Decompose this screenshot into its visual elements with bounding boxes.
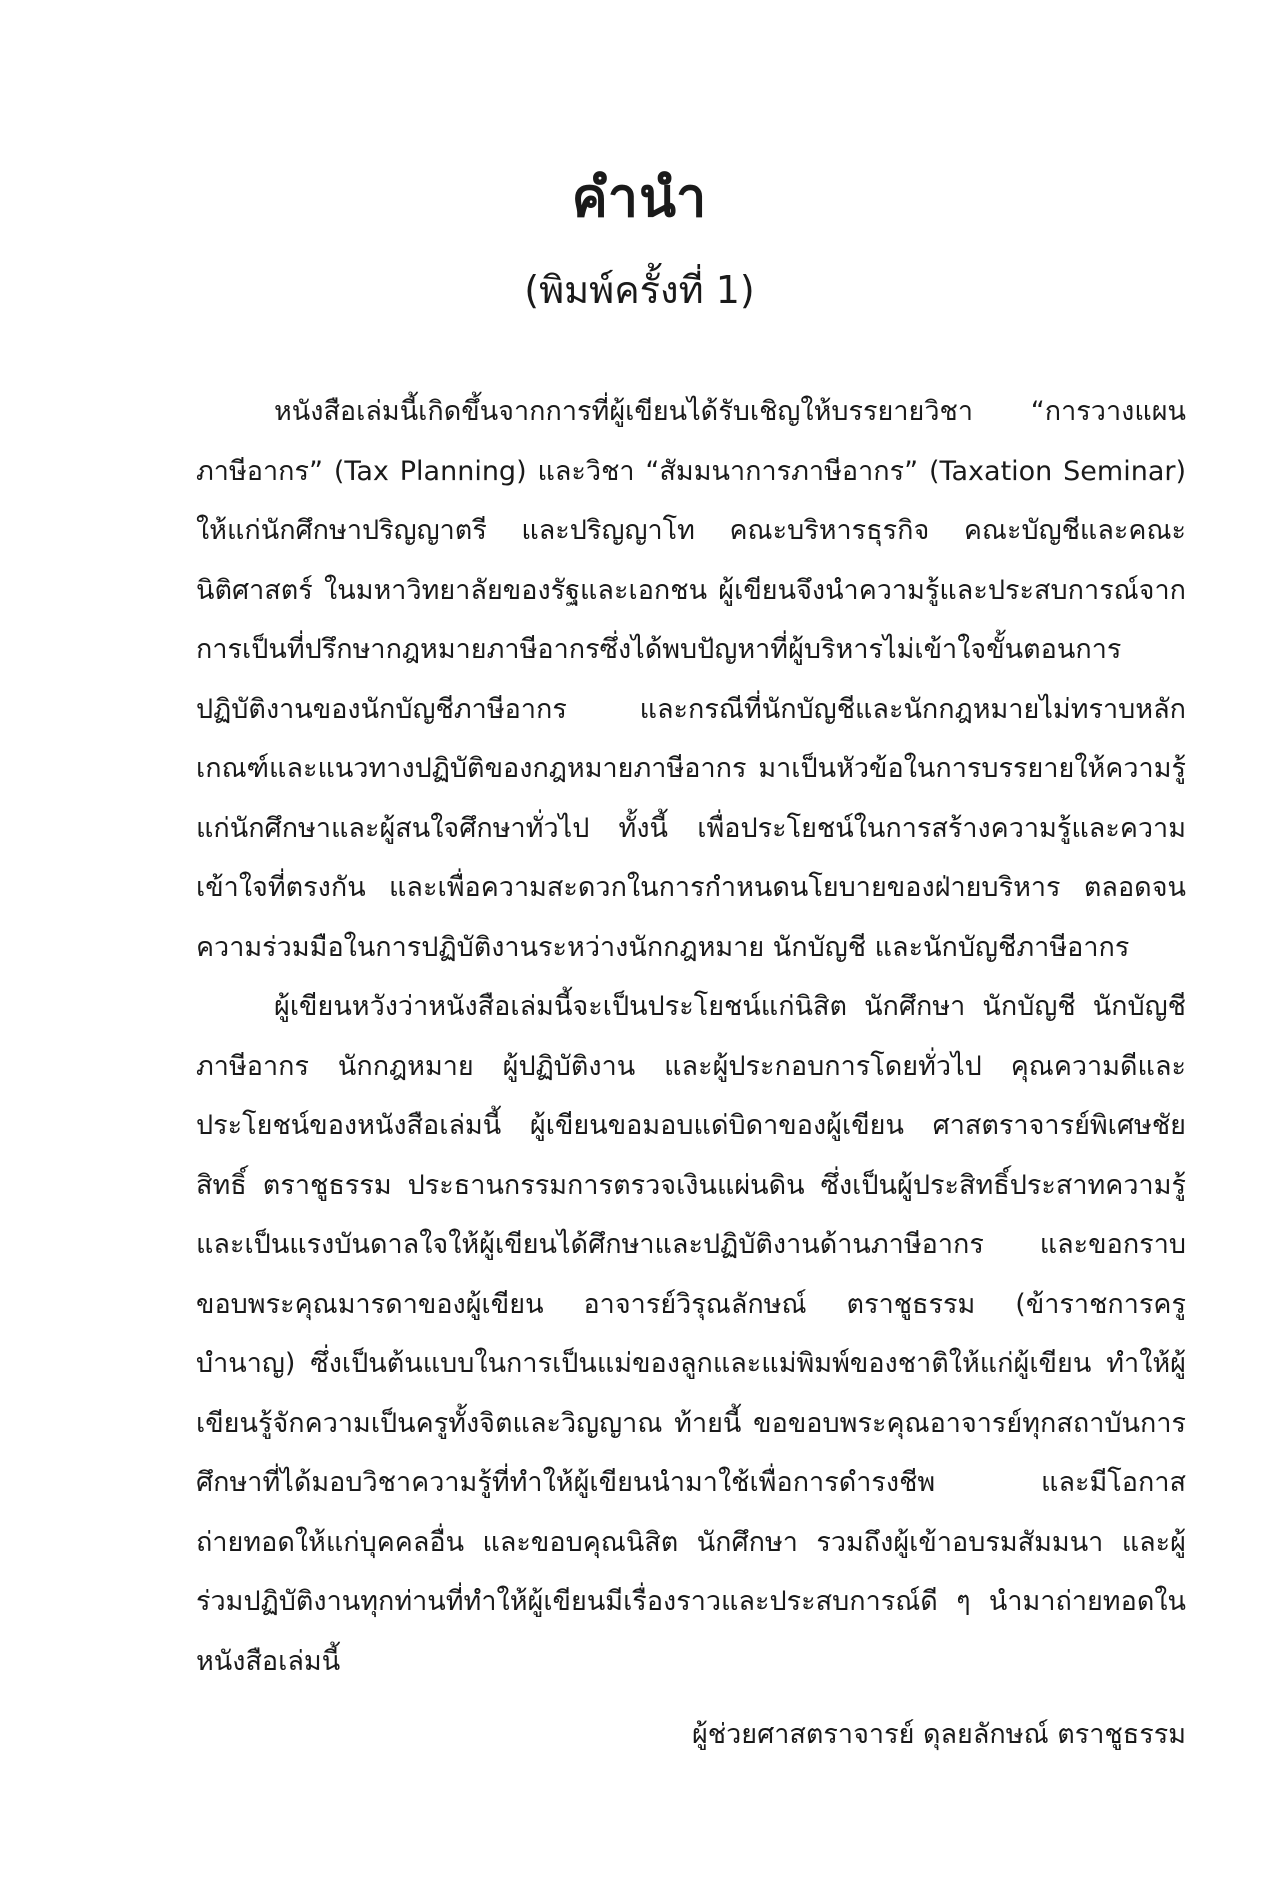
paragraph-1: หนังสือเล่มนี้เกิดขึ้นจากการที่ผู้เขียนได้รับเชิญให้บรรยายวิชา “การวางแผนภาษีอากร” (Tax Planning) และวิชา “สัมมนาการภาษีอากร” (Taxation Seminar) ให้แก่นักศึกษาปริญญาตรี และปริญญาโท คณะบริหารธุรกิจ คณะบัญชีและคณะนิติศาสตร์ ในมหาวิทยาลัยของรัฐและเอกชน ผู้เขียนจึงนำความรู้และประสบการณ์จากการเป็นที่ปรึกษากฎหมายภาษีอากรซึ่งได้พบปัญหาที่ผู้บริหารไม่เข้าใจขั้นตอนการปฏิบัติงานของนักบัญชีภาษีอากร และกรณีที่นักบัญชีและนักกฎหมายไม่ทราบหลักเกณฑ์และแนวทางปฏิบัติของกฎหมายภาษีอากร มาเป็นหัวข้อในการบรรยายให้ความรู้แก่นักศึกษาและผู้สนใจศึกษาทั่วไป ทั้งนี้ เพื่อประโยชน์ในการสร้างความรู้และความเข้าใจที่ตรงกัน และเพื่อความสะดวกในการกำหนดนโยบายของฝ่ายบริหาร ตลอดจนความร่วมมือในการปฏิบัติงานระหว่างนักกฎหมาย นักบัญชี และนักบัญชีภาษีอากร (196, 396, 1186, 963)
edition-subtitle: (พิมพ์ครั้งที่ 1) (524, 268, 755, 312)
page-title: คำนำ (571, 166, 708, 229)
preface-body (196, 382, 1186, 1691)
paragraph-2: ผู้เขียนหวังว่าหนังสือเล่มนี้จะเป็นประโยชน์แก่นิสิต นักศึกษา นักบัญชี นักบัญชีภาษีอากร นักกฎหมาย ผู้ปฏิบัติงาน และผู้ประกอบการโดยทั่วไป คุณความดีและประโยชน์ของหนังสือเล่มนี้ ผู้เขียนขอมอบแด่บิดาของผู้เขียน ศาสตราจารย์พิเศษชัยสิทธิ์ ตราชูธรรม ประธานกรรมการตรวจเงินแผ่นดิน ซึ่งเป็นผู้ประสิทธิ์ประสาทความรู้และเป็นแรงบันดาลใจให้ผู้เขียนได้ศึกษาและปฏิบัติงานด้านภาษีอากร และขอกราบขอบพระคุณมารดาของผู้เขียน อาจารย์วิรุณลักษณ์ ตราชูธรรม (ข้าราชการครูบำนาญ) ซึ่งเป็นต้นแบบในการเป็นแม่ของลูกและแม่พิมพ์ของชาติให้แก่ผู้เขียน ทำให้ผู้เขียนรู้จักความเป็นครูทั้งจิตและวิญญาณ ท้ายนี้ ขอขอบพระคุณอาจารย์ทุกสถาบันการศึกษาที่ได้มอบวิชาความรู้ที่ทำให้ผู้เขียนนำมาใช้เพื่อการดำรงชีพ และมีโอกาสถ่ายทอดให้แก่บุคคลอื่น และขอบคุณนิสิต นักศึกษา รวมถึงผู้เข้าอบรมสัมมนา และผู้ร่วมปฏิบัติงานทุกท่านที่ทำให้ผู้เขียนมีเรื่องราวและประสบการณ์ดี ๆ นำมาถ่ายทอดในหนังสือเล่มนี้ (196, 991, 1186, 1677)
author-signature: ผู้ช่วยศาสตราจารย์ ดุลยลักษณ์ ตราชูธรรม (691, 1719, 1186, 1750)
